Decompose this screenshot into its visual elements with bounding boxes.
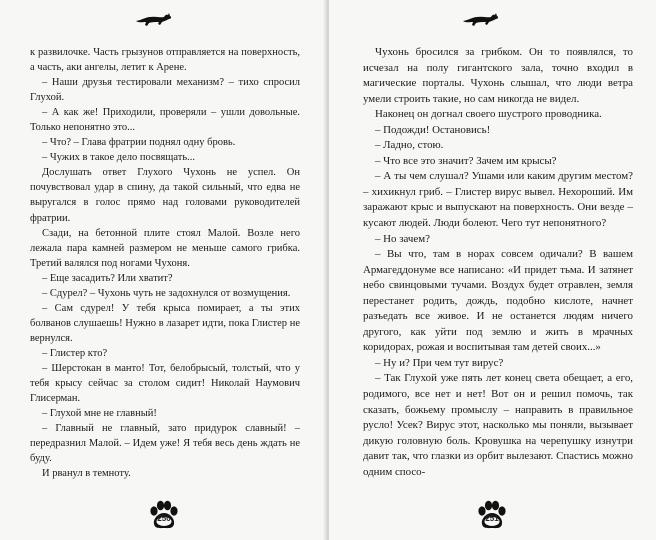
cat-with-moon-icon bbox=[461, 4, 505, 34]
paragraph: Дослушать ответ Глухого Чухонь не успел. Он почувствовал удар в спину, да такой сильный, что едва не выругался в голос прямо над головами руководителей фратрии. bbox=[30, 167, 300, 224]
paragraph: – А ты чем слушал? Ушами или каким другим местом? – хихикнул гриб. – Глистер вирус вывел. Нехороший. Им заражают крыс и выпускают на поверхность. Они везде – кусают людей. Люди болеют. Чего тут непонятного? bbox=[363, 170, 633, 230]
paragraph: – Наши друзья тестировали механизм? – тихо спросил Глухой. bbox=[30, 77, 300, 104]
paragraph: – Сдурел? – Чухонь чуть не задохнулся от возмущения. bbox=[42, 287, 291, 299]
paragraph: – Ну и? При чем тут вирус? bbox=[375, 356, 504, 369]
right-page bbox=[329, 0, 656, 540]
paragraph: Наконец он догнал своего шустрого проводника. bbox=[375, 108, 602, 121]
paragraph: – Так Глухой уже пять лет конец света обещает, а его, родимого, все нет и нет! Вот он и решил помочь, так сказать, божьему промыслу – направить в правильное русло! Усек? Вирус этот, насколько мы поняли, вызывает дикую головную боль. Кровушка на черепушку изнутри давит так, что глазки из орбит вылезают. Спастись можно одним спосо- bbox=[363, 372, 633, 478]
paragraph: – Что все это значит? Зачем им крысы? bbox=[375, 154, 557, 167]
right-page-text bbox=[363, 45, 633, 480]
paragraph: к развилочке. Часть грызунов отправляется на поверхность, а часть, аки ангелы, летит к Арене. bbox=[30, 47, 300, 74]
paragraph: Чухонь бросился за грибком. Он то появлялся, то исчезал на полу гигантского зала, точно входил в магические порталы. Чухонь слышал, что люди ветра умели строить такие, но сам никогда не видел. bbox=[363, 46, 633, 105]
left-page-text bbox=[30, 45, 300, 481]
paragraph: – Вы что, там в норах совсем одичали? В вашем Армагеддонуме все написано: «И придет тьма. И затянет небо свинцовыми тучами. Воздух будет отравлен, земля перестанет родить, дождь, подобно кислоте, начнет разъедать все живое. И не останется людям ничего другого, как уйти под землю и жить в мрачных коридорах, рожая и воспитывая там детей своих...» bbox=[363, 248, 633, 354]
paragraph: – А как же! Приходили, проверяли – ушли довольные. Только непонятно это... bbox=[30, 107, 300, 134]
paragraph: – Шерстокан в манто! Тот, белобрысый, толстый, что у тебя крысу сейчас за столом сидит! Николай Наумович Глисерман. bbox=[30, 362, 300, 405]
page-number: 250 bbox=[157, 514, 171, 523]
cat-with-moon-icon bbox=[134, 4, 178, 34]
paragraph: – Сам сдурел! У тебя крыса помирает, а ты этих болванов слушаешь! Нужно в лазарет идти, пока Глистер не вернулся. bbox=[30, 302, 300, 344]
paragraph: – Ладно, стою. bbox=[375, 139, 444, 152]
page-number-badge bbox=[147, 500, 181, 532]
left-page bbox=[0, 0, 327, 540]
page-number-badge bbox=[475, 500, 509, 532]
paragraph: – Глухой мне не главный! bbox=[42, 408, 157, 420]
page-number: 251 bbox=[485, 514, 499, 523]
paragraph: – Что? – Глава фратрии поднял одну бровь. bbox=[42, 137, 236, 149]
paragraph: – Чужих в такое дело посвящать... bbox=[42, 152, 196, 164]
paragraph: – Еще засадить? Или хватит? bbox=[42, 272, 173, 284]
paragraph: – Глистер кто? bbox=[42, 347, 108, 359]
paragraph: Сзади, на бетонной плите стоял Малой. Возле него лежала пара камней размером не меньше самого грибка. Третий валялся под ногами Чухоня. bbox=[30, 227, 300, 269]
paragraph: И рванул в темноту. bbox=[42, 468, 131, 480]
paragraph: – Подожди! Остановись! bbox=[375, 123, 491, 136]
paragraph: – Но зачем? bbox=[375, 232, 430, 245]
paragraph: – Главный не главный, зато придурок славный! – передразнил Малой. – Идем уже! Я тебя весь день ждать не буду. bbox=[30, 423, 300, 465]
